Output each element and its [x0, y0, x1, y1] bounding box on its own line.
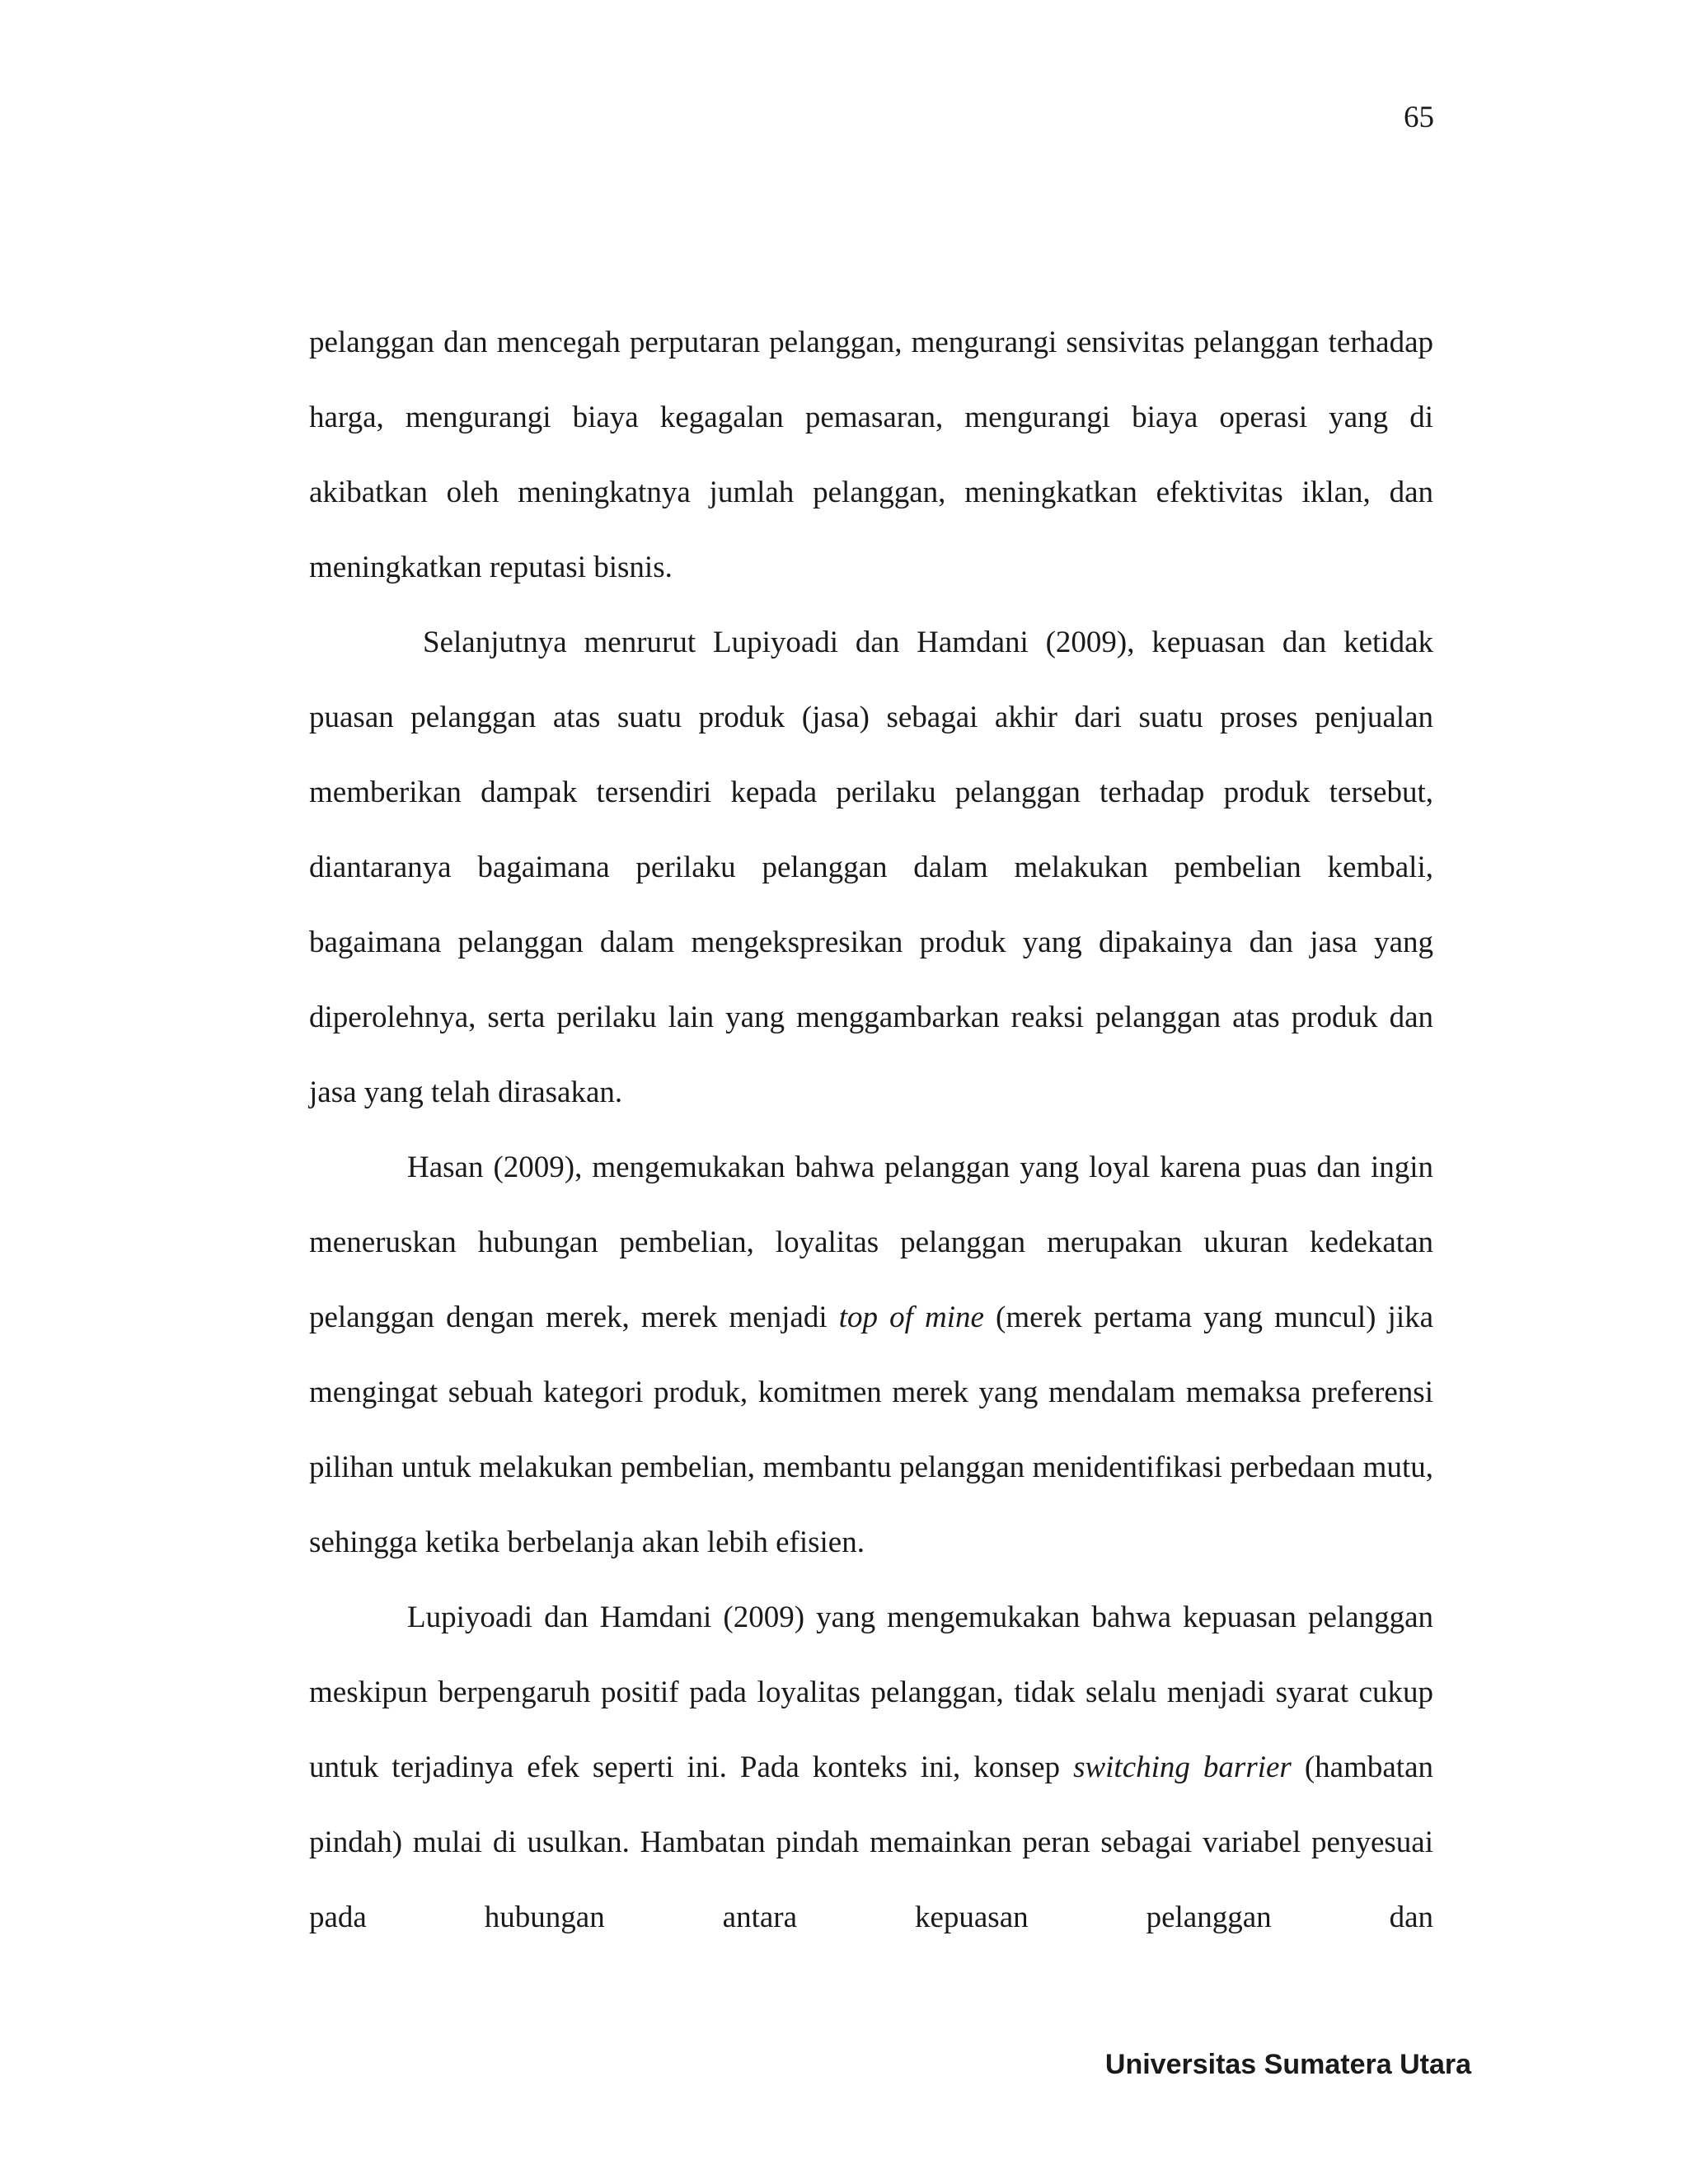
- paragraph-3-text-end: (merek pertama yang muncul) jika mengingat sebuah kategori produk, komitmen merek yang mendalam memaksa preferensi pilihan untuk melakukan pembelian, membantu pelanggan menidentifikasi perbedaan mutu, sehingga ketika berbelanja akan lebih efisien.: [309, 1301, 1434, 1559]
- paragraph-2: Selanjutnya menrurut Lupiyoadi dan Hamdani (2009), kepuasan dan ketidak puasan pelanggan atas suatu produk (jasa) sebagai akhir dari suatu proses penjualan memberikan dampak tersendiri kepada perilaku pelanggan terhadap produk tersebut, diantaranya bagaimana perilaku pelanggan dalam melakukan pembelian kembali, bagaimana pelanggan dalam mengekspresikan produk yang dipakainya dan jasa yang diperolehnya, serta perilaku lain yang menggambarkan reaksi pelanggan atas produk dan jasa yang telah dirasakan.: [309, 626, 1433, 1109]
- paragraph-3-text-start: Hasan (2009), mengemukakan bahwa pelanggan yang loyal karena puas dan ingin meneruskan hubungan pembelian, loyalitas pelanggan merupakan ukuran kedekatan pelanggan dengan merek, merek menjadi: [309, 1151, 1433, 1334]
- paragraph-3: [309, 1130, 1433, 1580]
- paragraph-1: pelanggan dan mencegah perputaran pelanggan, mengurangi sensivitas pelanggan terhadap harga, mengurangi biaya kegagalan pemasaran, mengurangi biaya operasi yang di akibatkan oleh meningkatnya jumlah pelanggan, meningkatkan efektivitas iklan, dan meningkatkan reputasi bisnis.: [309, 326, 1433, 584]
- paragraph-3-italic-term: top of mine: [838, 1301, 984, 1334]
- footer-institution: Universitas Sumatera Utara: [1104, 2049, 1471, 2080]
- paragraph-4-text-start: Lupiyoadi dan Hamdani (2009) yang mengemukakan bahwa kepuasan pelanggan meskipun berpengaruh positif pada loyalitas pelanggan, tidak selalu menjadi syarat cukup untuk terjadinya efek seperti ini. Pada konteks ini, konsep: [309, 1601, 1433, 1784]
- body-text: [309, 305, 1433, 1955]
- paragraph-4-italic-term: switching barrier: [1073, 1750, 1292, 1784]
- paragraph-4: [309, 1580, 1433, 1955]
- page-number: 65: [1404, 101, 1434, 134]
- paragraph-4-text-end: (hambatan pindah) mulai di usulkan. Hambatan pindah memainkan peran sebagai variabel penyesuai pada hubungan antara kepuasan pelanggan dan: [309, 1750, 1433, 1934]
